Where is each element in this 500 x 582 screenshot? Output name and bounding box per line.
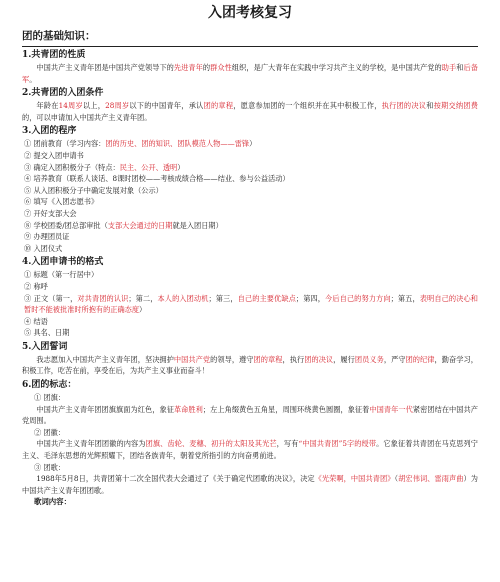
text-run: ⑩ 入团仪式 xyxy=(24,243,63,253)
text-run: ⑤ 从入团积极分子中确定发展对象（公示） xyxy=(24,185,163,195)
text-run: 的，可以申请加入中国共产主义青年团。 xyxy=(22,112,152,122)
highlighted-text: 14周岁 xyxy=(58,101,83,111)
highlighted-text: 群众性 xyxy=(210,63,232,72)
text-run: 以下的中国青年，承认 xyxy=(129,101,204,111)
text-run: 。它象征着共青团在马克思列宁主义、毛泽东思想的光辉照耀下，团结各族青年，朝着党所指引的方向奋勇前进。 xyxy=(22,439,478,461)
text-run: 以上， xyxy=(82,101,106,111)
text-run: 紧密团结在中国共产党周围。 xyxy=(22,404,478,426)
highlighted-text: 本人的入团动机 xyxy=(157,293,209,303)
label-emblem: ② 团徽： xyxy=(34,427,66,437)
text-run: ；第三， xyxy=(208,293,238,303)
text-run: ；左上角缀黄色五角星，周围环绕黄色圆圈，象征着 xyxy=(202,404,370,414)
highlighted-text: 《光荣啊，中国共青团》 xyxy=(314,474,395,484)
highlighted-text: 助手 xyxy=(441,63,457,72)
highlighted-text: 民主、公开、透明 xyxy=(119,162,178,172)
list-item xyxy=(22,138,478,150)
text-run: 年龄在 xyxy=(36,101,59,111)
paragraph-conditions xyxy=(22,100,478,123)
text-run: ② 提交入团申请书 xyxy=(24,150,84,160)
highlighted-text: 执行团的决议 xyxy=(381,101,427,111)
text-run: ；第四， xyxy=(295,293,326,303)
highlighted-text: 中国青年一代 xyxy=(369,404,413,414)
list-item xyxy=(22,243,478,255)
text-run: ③ 确定入团积极分子（特点： xyxy=(24,162,120,172)
text-run: ⑦ 开好支部大会 xyxy=(24,208,77,218)
text-run: ，严守 xyxy=(383,354,406,364)
heading-oath: 5.入团誓词 xyxy=(22,341,68,352)
list-item xyxy=(22,316,478,328)
list-item xyxy=(22,173,478,185)
list-item xyxy=(22,208,478,220)
highlighted-text: 团旗、齿轮、麦穗、初升的太阳及其光芒 xyxy=(145,439,277,449)
text-run: ⑥ 填写《入团志愿书》 xyxy=(24,197,99,207)
heading-conditions: 2.共青团的入团条件 xyxy=(22,88,104,99)
highlighted-text: 团的章程 xyxy=(253,354,283,364)
paragraph-flag xyxy=(22,404,478,427)
text-run: ） xyxy=(177,162,185,172)
text-run: 中国共产主义青年团是中国共产党领导下的 xyxy=(36,63,174,72)
highlighted-text: 表明自己的决心和暂时不能被批准时所抱有的正确态度 xyxy=(24,293,478,315)
text-run: 的 xyxy=(202,63,211,72)
highlighted-text: 团的章程 xyxy=(203,101,234,111)
text-run: ③ 正文（第一， xyxy=(24,293,78,303)
text-run: 。 xyxy=(29,74,37,84)
format-list-a xyxy=(22,269,478,292)
text-run: 中国共产主义青年团团徽的内容为 xyxy=(36,439,146,449)
highlighted-text: 支部大会通过的日期 xyxy=(107,220,173,230)
highlighted-text: 对共青团的认识 xyxy=(77,293,129,303)
section-subtitle: 团的基础知识： xyxy=(22,28,478,47)
highlighted-text: 团的纪律 xyxy=(405,354,435,364)
list-item xyxy=(22,281,478,293)
heading-nature: 1.共青团的性质 xyxy=(22,50,86,60)
highlighted-text: 中国共产党 xyxy=(173,354,211,364)
highlighted-text: 革命胜利 xyxy=(173,404,203,414)
text-run: 组织，是广大青年在实践中学习共产主义的学校，是中国共产党的 xyxy=(231,63,442,72)
format-body-item xyxy=(22,293,478,316)
format-list-b xyxy=(22,316,478,339)
text-run: ；第五， xyxy=(390,293,420,303)
text-run: ④ 培养教育（联系人谈话、8课时团校——考核成绩合格——结业、参与公益活动） xyxy=(24,174,290,184)
text-run: ，勤奋学习，积极工作，吃苦在前，享受在后，为共产主义事业而奋斗！ xyxy=(22,354,478,376)
text-run: ）为中国共产主义青年团团歌。 xyxy=(22,474,478,495)
text-run: ⑤ 具名、日期 xyxy=(24,328,70,338)
highlighted-text: 今后自己的努力方向 xyxy=(325,293,391,303)
highlighted-text: 按期交纳团费 xyxy=(433,101,478,111)
highlighted-text: 团员义务 xyxy=(354,354,384,364)
text-run: ，愿意参加团的一个组织并在其中积极工作， xyxy=(233,101,382,111)
procedure-list xyxy=(22,138,478,254)
list-item xyxy=(22,231,478,243)
highlighted-text: 自己的主要优缺点 xyxy=(237,293,296,303)
text-run: ，履行 xyxy=(333,354,355,364)
highlighted-text: 团的历史、团的知识、团队模范人物——雷锋 xyxy=(105,139,250,149)
highlighted-text: 后备军 xyxy=(22,63,478,84)
paragraph-emblem xyxy=(22,438,478,461)
text-run: 我志愿加入中国共产主义青年团，坚决拥护 xyxy=(36,354,174,364)
heading-procedure: 3.入团的程序 xyxy=(22,126,77,137)
text-run: ① 团前教育（学习内容： xyxy=(24,139,106,149)
label-lyrics: 歌词内容： xyxy=(34,497,71,507)
text-run: 和 xyxy=(426,101,434,111)
page-title: 入团考核复习 xyxy=(208,5,292,21)
label-flag: ① 团旗： xyxy=(34,393,66,403)
paragraph-song xyxy=(22,473,478,496)
text-run: （ xyxy=(394,474,399,484)
highlighted-text: 胡宏伟词、雷雨声曲 xyxy=(398,474,464,484)
text-run: 中国共产主义青年团团旗旗面为红色，象征 xyxy=(36,404,174,414)
list-item xyxy=(22,196,478,208)
label-song: ③ 团歌： xyxy=(34,462,66,472)
text-run: ⑨ 办理团员证 xyxy=(24,232,70,242)
text-run: ⑧ 学校团委/团总部审批（ xyxy=(24,220,108,230)
heading-application-format: 4.入团申请书的格式 xyxy=(22,257,104,268)
text-run: ） xyxy=(249,139,257,149)
highlighted-text: 28周岁 xyxy=(105,101,130,111)
text-run: 1988年5月8日，共青团第十二次全国代表大会通过了《关于确定代团歌的决议》，决定 xyxy=(36,474,315,484)
text-run: 和 xyxy=(456,63,464,72)
list-item xyxy=(22,220,478,232)
text-run: ，写有 xyxy=(276,439,299,449)
text-run: ① 标题（第一行居中） xyxy=(24,270,99,280)
text-run: 的领导，遵守 xyxy=(210,354,254,364)
paragraph-nature xyxy=(22,62,478,85)
text-run: ；第二， xyxy=(128,293,158,303)
list-item xyxy=(22,150,478,162)
list-item xyxy=(22,185,478,197)
paragraph-oath xyxy=(22,354,478,377)
text-run: 就是入团日期） xyxy=(172,220,223,230)
list-item xyxy=(22,162,478,174)
text-run: ② 称呼 xyxy=(24,281,48,291)
text-run: ④ 结语 xyxy=(24,316,48,326)
text-run: ） xyxy=(139,305,147,315)
list-item xyxy=(22,269,478,281)
list-item xyxy=(22,327,478,339)
highlighted-text: 团的决议 xyxy=(304,354,334,364)
highlighted-text: 先进青年 xyxy=(173,63,203,72)
highlighted-text: “中国共青团”5字的绶带 xyxy=(298,439,377,449)
text-run: ，执行 xyxy=(282,354,305,364)
heading-symbols: 6.团的标志： xyxy=(22,380,77,391)
